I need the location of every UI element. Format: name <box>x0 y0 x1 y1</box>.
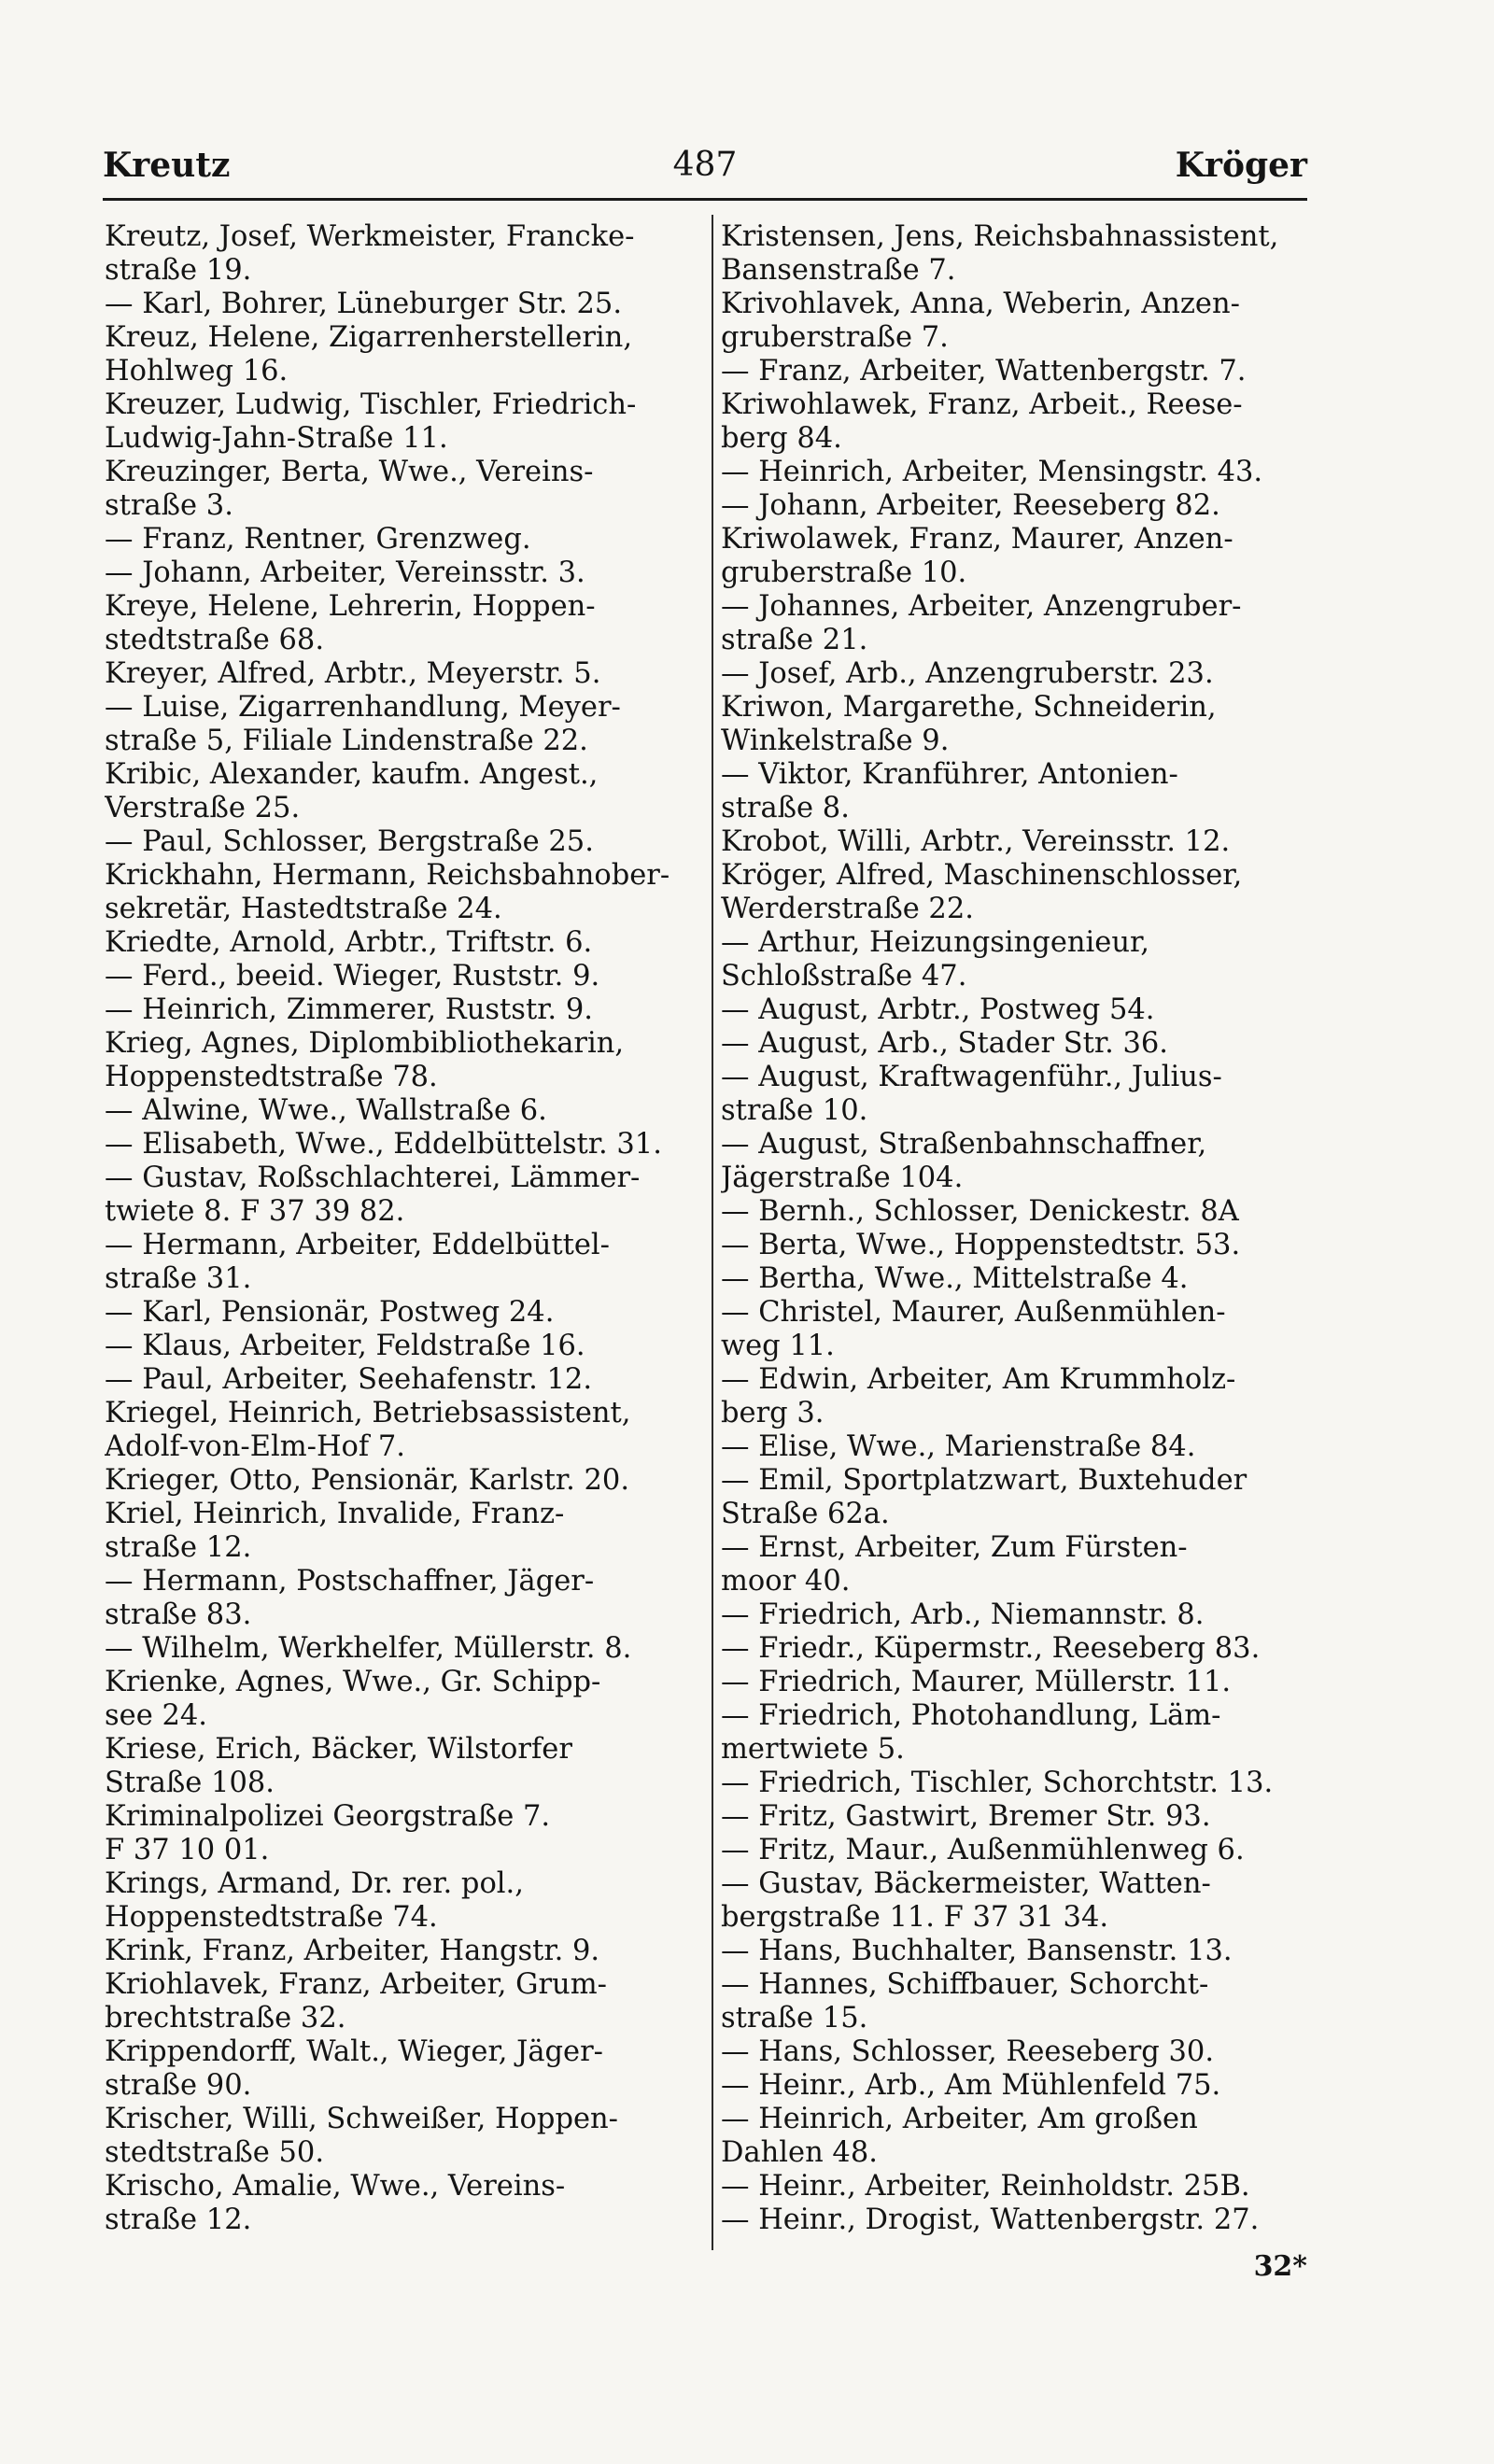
directory-entry-line: gruberstraße 7. <box>721 321 949 354</box>
directory-entry-line: — Josef, Arb., Anzengruberstr. 23. <box>721 657 1214 690</box>
directory-entry-line: Kribic, Alexander, kaufm. Angest., <box>105 758 599 791</box>
directory-entry-line: Kreye, Helene, Lehrerin, Hoppen- <box>105 590 596 623</box>
directory-entry-line: Bansenstraße 7. <box>721 254 956 287</box>
directory-entry-line: — August, Kraftwagenführ., Julius- <box>721 1061 1222 1093</box>
directory-entry-line: Verstraße 25. <box>105 792 301 824</box>
directory-entry-line: — Franz, Arbeiter, Wattenbergstr. 7. <box>721 355 1247 387</box>
directory-entry-line: — Arthur, Heizungsingenieur, <box>721 926 1149 959</box>
page-number: 487 <box>672 146 738 184</box>
right-column <box>721 220 1318 2237</box>
directory-entry-line: — Christel, Maurer, Außenmühlen- <box>721 1296 1226 1329</box>
directory-entry-line: Krischo, Amalie, Wwe., Vereins- <box>105 2170 566 2203</box>
directory-entry-line: straße 21. <box>721 624 868 656</box>
directory-entry-line: — Franz, Rentner, Grenzweg. <box>105 523 531 556</box>
directory-entry-line: — Heinr., Arbeiter, Reinholdstr. 25B. <box>721 2170 1250 2203</box>
directory-entry-line: — August, Arb., Stader Str. 36. <box>721 1027 1169 1060</box>
directory-entry-line: — Bernh., Schlosser, Denickestr. 8A <box>721 1195 1239 1228</box>
directory-entry-line: — Heinrich, Zimmerer, Ruststr. 9. <box>105 993 593 1026</box>
directory-entry-line: Kreuz, Helene, Zigarrenherstellerin, <box>105 321 633 354</box>
directory-entry-line: gruberstraße 10. <box>721 556 967 589</box>
directory-entry-line: Werderstraße 22. <box>721 893 974 925</box>
directory-entry-line: — Bertha, Wwe., Mittelstraße 4. <box>721 1262 1189 1295</box>
directory-entry-line: Schloßstraße 47. <box>721 960 967 993</box>
directory-entry-line: — Fritz, Gastwirt, Bremer Str. 93. <box>721 1800 1211 1833</box>
directory-entry-line: stedtstraße 68. <box>105 624 325 656</box>
directory-entry-line: Krink, Franz, Arbeiter, Hangstr. 9. <box>105 1935 600 1967</box>
directory-entry-line: — Friedrich, Photohandlung, Läm- <box>721 1699 1221 1732</box>
directory-entry-line: bergstraße 11. F 37 31 34. <box>721 1901 1109 1934</box>
directory-entry-line: Kriwon, Margarethe, Schneiderin, <box>721 691 1217 724</box>
directory-entry-line: Krieg, Agnes, Diplombibliothekarin, <box>105 1027 625 1060</box>
directory-entry-line: — Friedrich, Arb., Niemannstr. 8. <box>721 1598 1205 1631</box>
directory-entry-line: Kriohlavek, Franz, Arbeiter, Grum- <box>105 1968 607 2001</box>
directory-entry-line: — Johannes, Arbeiter, Anzengruber- <box>721 590 1242 623</box>
directory-entry-line: straße 5, Filiale Lindenstraße 22. <box>105 725 588 757</box>
directory-entry-line: — Heinrich, Arbeiter, Am großen <box>721 2103 1198 2135</box>
directory-entry-line: — Hannes, Schiffbauer, Schorcht- <box>721 1968 1209 2001</box>
directory-entry-line: moor 40. <box>721 1565 851 1598</box>
header-left-keyword: Kreutz <box>103 146 231 185</box>
directory-entry-line: Jägerstraße 104. <box>721 1162 964 1194</box>
directory-entry-line: Krickhahn, Hermann, Reichsbahnober- <box>105 859 670 892</box>
column-divider <box>712 215 713 2250</box>
directory-entry-line: Kriese, Erich, Bäcker, Wilstorfer <box>105 1733 572 1766</box>
directory-entry-line: straße 31. <box>105 1262 252 1295</box>
directory-entry-line: — Ernst, Arbeiter, Zum Fürsten- <box>721 1531 1188 1564</box>
directory-entry-line: straße 15. <box>721 2002 868 2035</box>
directory-entry-line: — Wilhelm, Werkhelfer, Müllerstr. 8. <box>105 1632 632 1665</box>
directory-entry-line: — Berta, Wwe., Hoppenstedtstr. 53. <box>721 1229 1241 1261</box>
directory-entry-line: berg 3. <box>721 1397 825 1429</box>
directory-entry-line: Adolf-von-Elm-Hof 7. <box>105 1430 406 1463</box>
directory-entry-line: Straße 108. <box>105 1767 275 1799</box>
directory-entry-line: Kriegel, Heinrich, Betriebsassistent, <box>105 1397 631 1429</box>
directory-entry-line: — Heinrich, Arbeiter, Mensingstr. 43. <box>721 456 1263 488</box>
directory-entry-line: Hohlweg 16. <box>105 355 289 387</box>
directory-entry-line: Kröger, Alfred, Maschinenschlosser, <box>721 859 1243 892</box>
directory-entry-line: Kreuzer, Ludwig, Tischler, Friedrich- <box>105 388 637 421</box>
directory-entry-line: sekretär, Hastedtstraße 24. <box>105 893 502 925</box>
directory-entry-line: Krieger, Otto, Pensionär, Karlstr. 20. <box>105 1464 630 1497</box>
directory-entry-line: Kreutz, Josef, Werkmeister, Francke- <box>105 220 635 253</box>
directory-entry-line: — Fritz, Maur., Außenmühlenweg 6. <box>721 1834 1245 1866</box>
directory-entry-line: — Luise, Zigarrenhandlung, Meyer- <box>105 691 621 724</box>
directory-entry-line: — Hermann, Postschaffner, Jäger- <box>105 1565 595 1598</box>
directory-entry-line: Krischer, Willi, Schweißer, Hoppen- <box>105 2103 618 2135</box>
directory-entry-line: Krivohlavek, Anna, Weberin, Anzen- <box>721 288 1240 320</box>
directory-entry-line: — Johann, Arbeiter, Reeseberg 82. <box>721 489 1220 522</box>
directory-entry-line: — Karl, Pensionär, Postweg 24. <box>105 1296 555 1329</box>
directory-entry-line: — Paul, Schlosser, Bergstraße 25. <box>105 825 594 858</box>
directory-entry-line: Hoppenstedtstraße 74. <box>105 1901 438 1934</box>
directory-entry-line: Kriminalpolizei Georgstraße 7. <box>105 1800 551 1833</box>
directory-entry-line: straße 10. <box>721 1094 868 1127</box>
directory-entry-line: straße 19. <box>105 254 252 287</box>
directory-entry-line: mertwiete 5. <box>721 1733 905 1766</box>
signature-mark: 32* <box>1253 2250 1307 2283</box>
directory-entry-line: — Alwine, Wwe., Wallstraße 6. <box>105 1094 547 1127</box>
directory-entry-line: Straße 62a. <box>721 1498 890 1530</box>
directory-entry-line: — Hermann, Arbeiter, Eddelbüttel- <box>105 1229 610 1261</box>
directory-entry-line: — Hans, Buchhalter, Bansenstr. 13. <box>721 1935 1233 1967</box>
directory-entry-line: — Heinr., Arb., Am Mühlenfeld 75. <box>721 2069 1221 2102</box>
directory-entry-line: Kriwolawek, Franz, Maurer, Anzen- <box>721 523 1233 556</box>
directory-entry-line: Kristensen, Jens, Reichsbahnassistent, <box>721 220 1279 253</box>
directory-entry-line: brechtstraße 32. <box>105 2002 346 2035</box>
directory-entry-line: see 24. <box>105 1699 207 1732</box>
page-header <box>103 146 1307 202</box>
directory-entry-line: Ludwig-Jahn-Straße 11. <box>105 422 448 455</box>
directory-entry-line: — Friedrich, Maurer, Müllerstr. 11. <box>721 1666 1232 1698</box>
directory-entry-line: — Ferd., beeid. Wieger, Ruststr. 9. <box>105 960 600 993</box>
directory-entry-line: — Elise, Wwe., Marienstraße 84. <box>721 1430 1196 1463</box>
directory-entry-line: Dahlen 48. <box>721 2136 878 2169</box>
directory-entry-line: weg 11. <box>721 1330 835 1362</box>
directory-entry-line: straße 3. <box>105 489 233 522</box>
directory-entry-line: Krobot, Willi, Arbtr., Vereinsstr. 12. <box>721 825 1231 858</box>
directory-entry-line: Krings, Armand, Dr. rer. pol., <box>105 1867 524 1900</box>
directory-entry-line: Kriedte, Arnold, Arbtr., Triftstr. 6. <box>105 926 593 959</box>
directory-entry-line: Krienke, Agnes, Wwe., Gr. Schipp- <box>105 1666 601 1698</box>
directory-entry-line: Winkelstraße 9. <box>721 725 950 757</box>
directory-entry-line: twiete 8. F 37 39 82. <box>105 1195 405 1228</box>
directory-entry-line: Kreuzinger, Berta, Wwe., Vereins- <box>105 456 594 488</box>
header-right-keyword: Kröger <box>1175 146 1307 185</box>
header-rule <box>103 198 1307 201</box>
directory-entry-line: straße 12. <box>105 1531 252 1564</box>
directory-entry-line: stedtstraße 50. <box>105 2136 325 2169</box>
directory-entry-line: straße 8. <box>721 792 850 824</box>
directory-entry-line: — Friedrich, Tischler, Schorchtstr. 13. <box>721 1767 1274 1799</box>
directory-entry-line: Krippendorff, Walt., Wieger, Jäger- <box>105 2035 603 2068</box>
directory-entry-line: — Johann, Arbeiter, Vereinsstr. 3. <box>105 556 585 589</box>
directory-entry-line: straße 83. <box>105 1598 252 1631</box>
left-column <box>105 220 702 2237</box>
directory-entry-line: — Gustav, Bäckermeister, Watten- <box>721 1867 1211 1900</box>
directory-entry-line: — Emil, Sportplatzwart, Buxtehuder <box>721 1464 1247 1497</box>
directory-entry-line: F 37 10 01. <box>105 1834 270 1866</box>
directory-entry-line: Kriwohlawek, Franz, Arbeit., Reese- <box>721 388 1243 421</box>
directory-entry-line: — Viktor, Kranführer, Antonien- <box>721 758 1178 791</box>
directory-entry-line: — Hans, Schlosser, Reeseberg 30. <box>721 2035 1215 2068</box>
directory-entry-line: — Edwin, Arbeiter, Am Krummholz- <box>721 1363 1236 1396</box>
directory-entry-line: — August, Arbtr., Postweg 54. <box>721 993 1155 1026</box>
directory-entry-line: Hoppenstedtstraße 78. <box>105 1061 438 1093</box>
directory-entry-line: — Friedr., Küpermstr., Reeseberg 83. <box>721 1632 1261 1665</box>
directory-entry-line: straße 90. <box>105 2069 252 2102</box>
directory-entry-line: straße 12. <box>105 2204 252 2236</box>
directory-entry-line: Kreyer, Alfred, Arbtr., Meyerstr. 5. <box>105 657 601 690</box>
directory-entry-line: berg 84. <box>721 422 842 455</box>
directory-entry-line: — August, Straßenbahnschaffner, <box>721 1128 1207 1161</box>
directory-entry-line: — Klaus, Arbeiter, Feldstraße 16. <box>105 1330 585 1362</box>
directory-entry-line: — Gustav, Roßschlachterei, Lämmer- <box>105 1162 641 1194</box>
directory-entry-line: Kriel, Heinrich, Invalide, Franz- <box>105 1498 565 1530</box>
directory-entry-line: — Paul, Arbeiter, Seehafenstr. 12. <box>105 1363 593 1396</box>
directory-entry-line: — Heinr., Drogist, Wattenbergstr. 27. <box>721 2204 1260 2236</box>
directory-entry-line: — Elisabeth, Wwe., Eddelbüttelstr. 31. <box>105 1128 662 1161</box>
directory-entry-line: — Karl, Bohrer, Lüneburger Str. 25. <box>105 288 623 320</box>
